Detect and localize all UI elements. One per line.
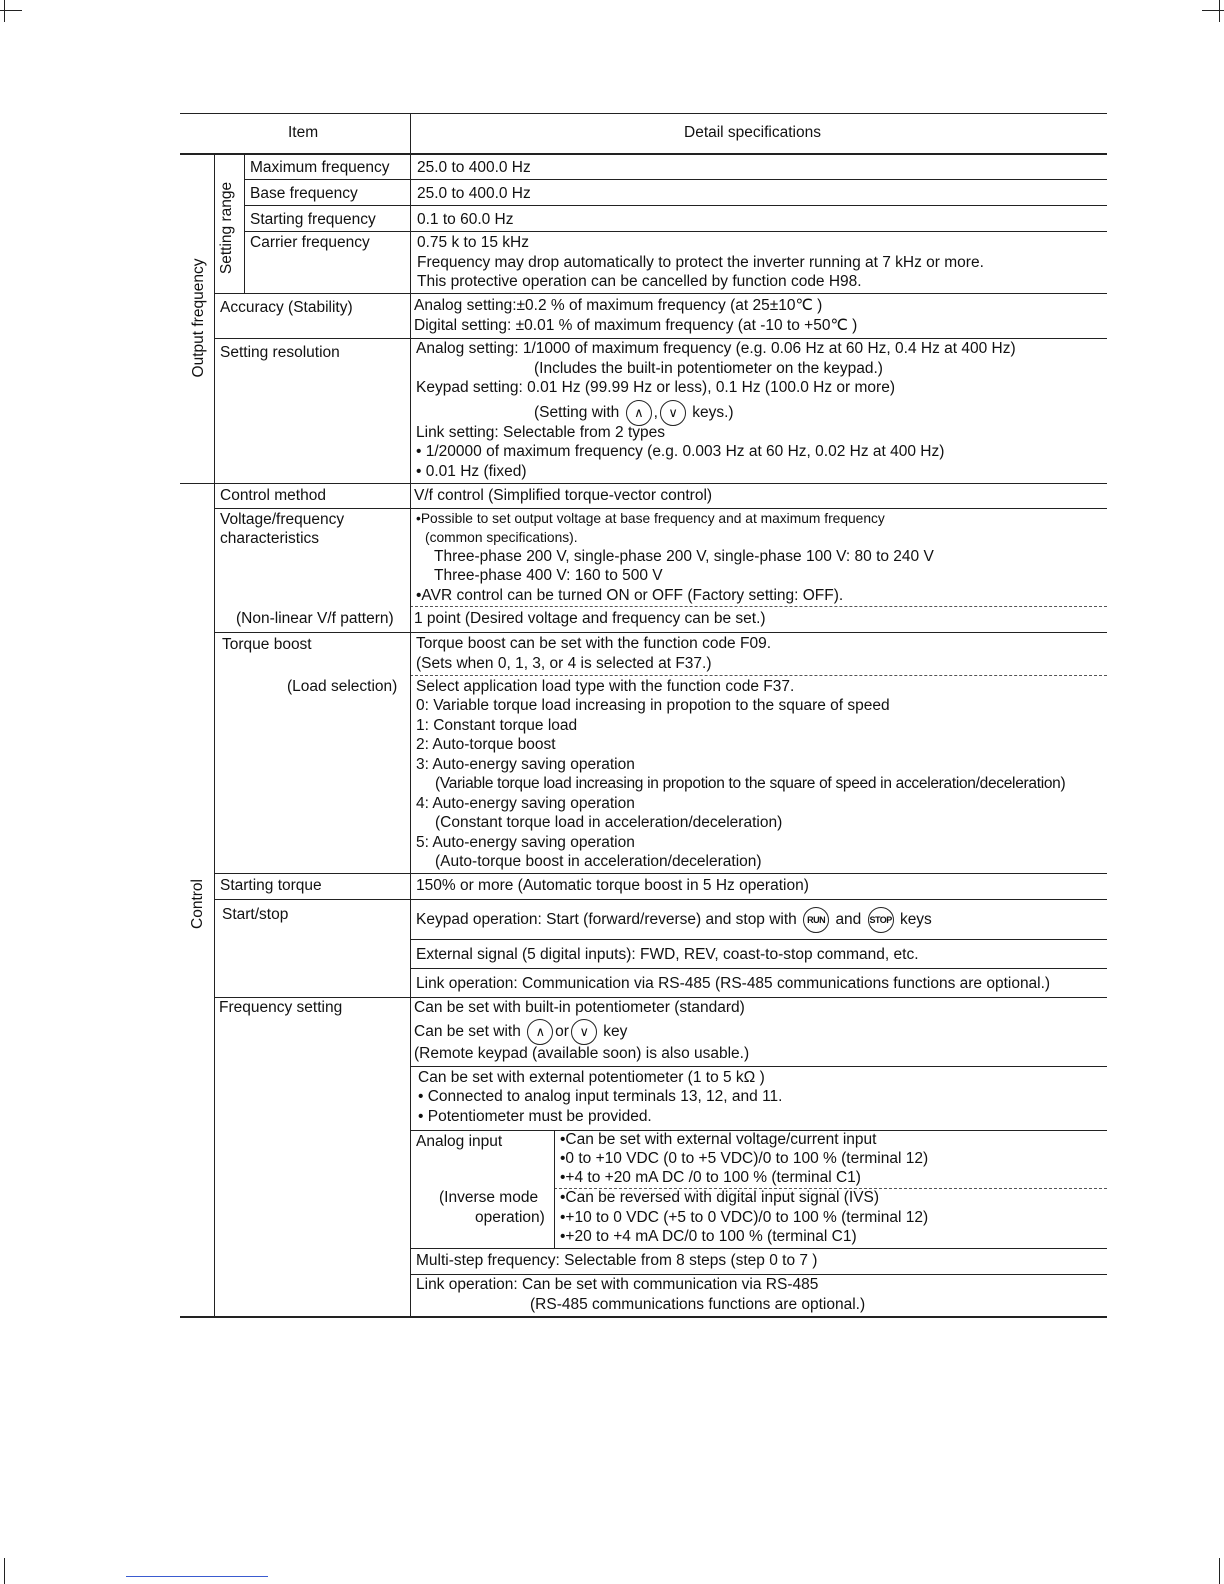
row-rule <box>214 632 1107 633</box>
group-divider <box>214 153 215 1317</box>
row-rule <box>410 1066 1107 1067</box>
detail-inverse-line: •Can be reversed with digital input signal (IVS) <box>560 1189 880 1206</box>
item-base-frequency: Base frequency <box>250 185 358 202</box>
detail-torque-boost-line: Torque boost can be set with the function code F09. <box>416 635 772 652</box>
detail-accuracy-line: Digital setting: ±0.01 % of maximum frequency (at -10 to +50℃ ) <box>414 317 858 334</box>
row-rule <box>410 968 1107 969</box>
down-arrow-key-icon: ∨ <box>571 1019 597 1045</box>
resolution-keys: keys.) <box>692 404 734 422</box>
item-load-selection: (Load selection) <box>287 678 398 695</box>
or-text: or <box>555 1023 569 1041</box>
item-starting-frequency: Starting frequency <box>250 211 376 228</box>
header-detail: Detail specifications <box>684 124 821 141</box>
item-accuracy: Accuracy (Stability) <box>220 299 353 316</box>
row-rule <box>244 231 1107 232</box>
detail-load-line: 3: Auto-energy saving operation <box>416 756 635 773</box>
item-inverse-mode: (Inverse mode <box>439 1189 539 1206</box>
footer-link-underline[interactable] <box>126 1576 268 1577</box>
crop-mark-bottom-right <box>1194 1558 1220 1584</box>
detail-builtin-pot: Can be set with built-in potentiometer (standard) <box>414 999 745 1016</box>
subgroup-divider <box>244 153 245 293</box>
detail-torque-boost-line: (Sets when 0, 1, 3, or 4 is selected at F37.) <box>416 655 712 672</box>
item-carrier-frequency: Carrier frequency <box>250 234 370 251</box>
resolution-comma: , <box>653 404 658 422</box>
stop-key-icon: STOP <box>868 907 894 933</box>
column-divider <box>410 113 411 1317</box>
detail-freq-link-line: (RS-485 communications functions are optional.) <box>530 1296 866 1313</box>
detail-maximum-frequency: 25.0 to 400.0 Hz <box>417 159 531 176</box>
item-start-stop: Start/stop <box>222 906 289 923</box>
detail-base-frequency: 25.0 to 400.0 Hz <box>417 185 531 202</box>
row-rule <box>214 873 1107 874</box>
detail-inverse-line: •+10 to 0 VDC (+5 to 0 VDC)/0 to 100 % (terminal 12) <box>560 1209 929 1226</box>
detail-load-line: 4: Auto-energy saving operation <box>416 795 635 812</box>
group-setting-range: Setting range <box>218 181 235 275</box>
group-output-frequency: Output frequency <box>190 258 207 378</box>
detail-external-pot-line: • Connected to analog input terminals 13, 12, and 11. <box>418 1088 783 1105</box>
detail-resolution-line: Link setting: Selectable from 2 types <box>416 424 665 441</box>
detail-freq-link-line: Link operation: Can be set with communication via RS-485 <box>416 1276 819 1293</box>
detail-control-method: V/f control (Simplified torque-vector control) <box>414 487 713 504</box>
item-nonlinear-vf: (Non-linear V/f pattern) <box>236 610 394 627</box>
item-frequency-setting: Frequency setting <box>219 999 343 1016</box>
detail-external-pot-line: Can be set with external potentiometer (1 to 5 kΩ ) <box>418 1069 765 1086</box>
detail-remote-keypad: (Remote keypad (available soon) is also usable.) <box>414 1045 750 1062</box>
group-control: Control <box>189 879 206 929</box>
detail-load-line: 2: Auto-torque boost <box>416 736 556 753</box>
row-rule <box>410 1248 1107 1249</box>
crop-mark-bottom-left <box>4 1558 30 1584</box>
can-be-set-with: Can be set with <box>414 1023 521 1041</box>
item-torque-boost: Torque boost <box>222 636 312 653</box>
row-rule <box>214 293 1107 294</box>
keypad-and: and <box>835 911 862 929</box>
detail-starting-torque: 150% or more (Automatic torque boost in 5 Hz operation) <box>416 877 809 894</box>
row-dashed-rule <box>410 606 1107 607</box>
detail-carrier-line: This protective operation can be cancelled by function code H98. <box>417 273 862 290</box>
table-top-rule <box>180 113 1107 114</box>
down-arrow-key-icon: ∨ <box>660 400 686 426</box>
up-arrow-key-icon: ∧ <box>527 1019 553 1045</box>
row-rule <box>214 899 1107 900</box>
detail-analog-line: •0 to +10 VDC (0 to +5 VDC)/0 to 100 % (terminal 12) <box>560 1150 929 1167</box>
detail-load-line: (Constant torque load in acceleration/deceleration) <box>435 814 783 831</box>
detail-resolution-line: Keypad setting: 0.01 Hz (99.99 Hz or less), 0.1 Hz (100.0 Hz or more) <box>416 379 895 396</box>
detail-inverse-line: •+20 to +4 mA DC/0 to 100 % (terminal C1) <box>560 1228 857 1245</box>
crop-mark-top-right <box>1198 0 1224 26</box>
up-arrow-key-icon: ∧ <box>626 400 652 426</box>
item-vf-line: characteristics <box>220 530 320 547</box>
resolution-setting-with: (Setting with <box>534 404 620 422</box>
analog-divider <box>554 1130 555 1248</box>
detail-multistep: Multi-step frequency: Selectable from 8 steps (step 0 to 7 ) <box>416 1252 818 1269</box>
header-rule <box>180 153 1107 155</box>
detail-starting-frequency: 0.1 to 60.0 Hz <box>417 211 514 228</box>
detail-vf-line: Three-phase 400 V: 160 to 500 V <box>434 567 663 584</box>
detail-resolution-line: • 1/20000 of maximum frequency (e.g. 0.003 Hz at 60 Hz, 0.02 Hz at 400 Hz) <box>416 443 945 460</box>
detail-carrier-line: 0.75 k to 15 kHz <box>417 234 530 251</box>
row-rule <box>410 939 1107 940</box>
detail-resolution-line: (Includes the built-in potentiometer on the keypad.) <box>534 360 883 377</box>
table-bottom-rule <box>180 1316 1107 1318</box>
detail-load-line: 0: Variable torque load increasing in propotion to the square of speed <box>416 697 890 714</box>
detail-vf-line: Three-phase 200 V, single-phase 200 V, single-phase 100 V: 80 to 240 V <box>434 548 934 565</box>
header-item: Item <box>288 124 319 141</box>
detail-nonlinear-vf: 1 point (Desired voltage and frequency can be set.) <box>414 610 766 627</box>
detail-load-line: 5: Auto-energy saving operation <box>416 834 635 851</box>
row-dashed-rule <box>410 675 1107 676</box>
detail-keypad-operation <box>416 907 932 933</box>
row-rule <box>244 179 1107 180</box>
spec-table <box>180 113 1107 1319</box>
item-setting-resolution: Setting resolution <box>220 344 340 361</box>
detail-resolution-line: • 0.01 Hz (fixed) <box>416 463 527 480</box>
detail-carrier-line: Frequency may drop automatically to protect the inverter running at 7 kHz or more. <box>417 254 984 271</box>
detail-analog-line: •+4 to +20 mA DC /0 to 100 % (terminal C1) <box>560 1169 861 1186</box>
detail-link-operation: Link operation: Communication via RS-485 (RS-485 communications functions are optional.) <box>416 975 1051 992</box>
detail-vf-line: (common specifications). <box>425 530 578 545</box>
row-rule <box>180 483 1107 484</box>
detail-external-pot-line: • Potentiometer must be provided. <box>418 1108 652 1125</box>
detail-analog-line: •Can be set with external voltage/current input <box>560 1131 877 1148</box>
row-rule <box>244 205 1107 206</box>
detail-vf-line: •Possible to set output voltage at base frequency and at maximum frequency <box>416 511 885 526</box>
item-maximum-frequency: Maximum frequency <box>250 159 390 176</box>
item-analog-input: Analog input <box>416 1133 503 1150</box>
run-key-icon: RUN <box>803 907 829 933</box>
key-text: key <box>603 1023 628 1041</box>
keypad-operation-text: Keypad operation: Start (forward/reverse) and stop with <box>416 911 797 929</box>
keypad-keys: keys <box>899 911 932 929</box>
detail-load-line: (Variable torque load increasing in propotion to the square of speed in acceleration/deceleration) <box>435 775 1066 792</box>
item-starting-torque: Starting torque <box>220 877 322 894</box>
item-control-method: Control method <box>220 487 326 504</box>
detail-resolution-line: Analog setting: 1/1000 of maximum frequency (e.g. 0.06 Hz at 60 Hz, 0.4 Hz at 400 Hz) <box>416 340 1016 357</box>
detail-load-line: (Auto-torque boost in acceleration/deceleration) <box>435 853 762 870</box>
detail-vf-line: •AVR control can be turned ON or OFF (Factory setting: OFF). <box>416 587 844 604</box>
detail-keypad-setting <box>414 1019 627 1045</box>
detail-load-line: Select application load type with the function code F37. <box>416 678 795 695</box>
detail-external-signal: External signal (5 digital inputs): FWD, REV, coast-to-stop command, etc. <box>416 946 919 963</box>
item-inverse-mode: operation) <box>475 1209 545 1226</box>
item-vf-line: Voltage/frequency <box>220 511 345 528</box>
detail-accuracy-line: Analog setting:±0.2 % of maximum frequency (at 25±10℃ ) <box>414 297 823 314</box>
detail-load-line: 1: Constant torque load <box>416 717 578 734</box>
crop-mark-top-left <box>0 0 26 26</box>
